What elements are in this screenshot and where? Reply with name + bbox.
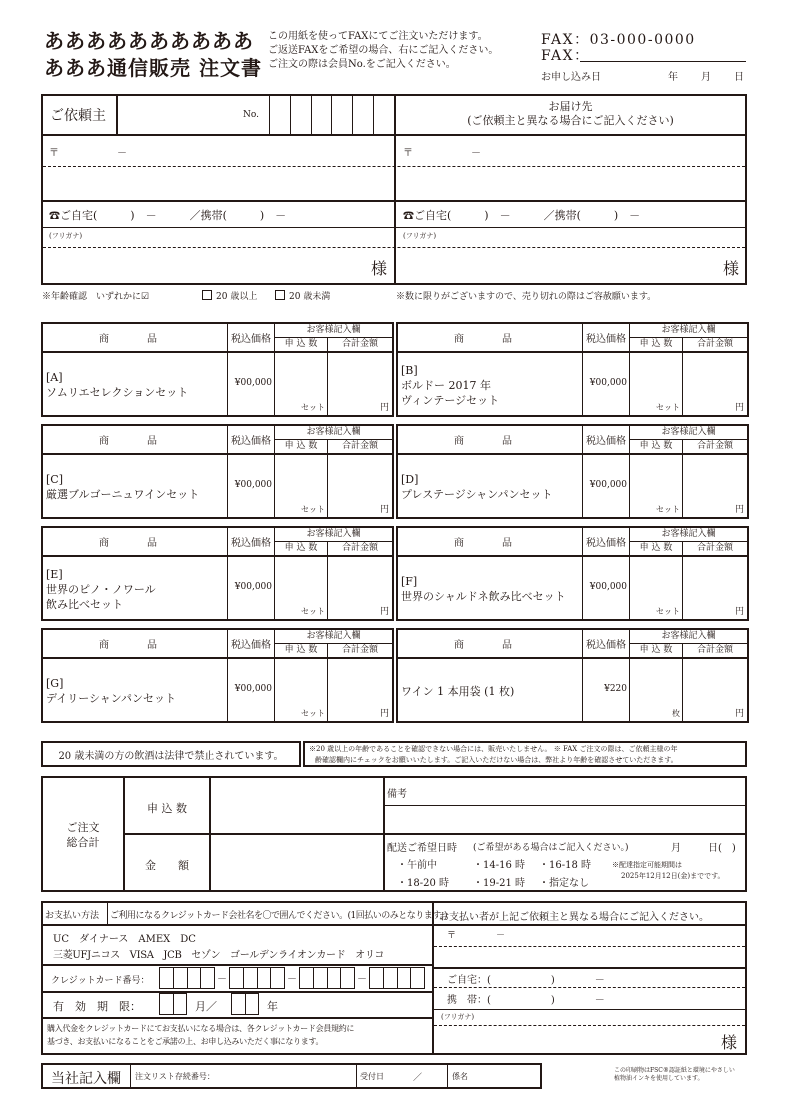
card-number-separator: － bbox=[357, 974, 367, 985]
expiry-year-label: 年 bbox=[267, 1000, 278, 1013]
product-code: [A] bbox=[46, 371, 63, 384]
fsc-note bbox=[614, 1067, 735, 1083]
qty-unit: セット bbox=[301, 403, 325, 412]
total-header: 合計金額 bbox=[696, 441, 733, 451]
total-header: 合計金額 bbox=[341, 543, 378, 553]
yen-unit: 円 bbox=[734, 505, 744, 515]
order-total-label-line1: ご注文 bbox=[66, 821, 100, 834]
qty-unit: セット bbox=[656, 505, 680, 514]
product-name-line2: ヴィンテージセット bbox=[401, 393, 500, 407]
qty-header: 申 込 数 bbox=[639, 339, 673, 349]
form-title-line2: あああ通信販売 注文書 bbox=[44, 56, 262, 80]
yen-unit: 円 bbox=[379, 709, 389, 719]
card-number-group[interactable] bbox=[159, 967, 215, 989]
product-code: [F] bbox=[401, 575, 418, 588]
age-note-line2: 齢確認欄内にチェックをお願いいたします。ご記入いただけない場合は、弊社より年齢を確認させていただきます。 bbox=[315, 756, 678, 764]
instruction-line2: ご返送FAXをご希望の場合、右にご記入ください。 bbox=[268, 45, 499, 56]
card-number-label: クレジットカード番号： bbox=[51, 976, 150, 986]
total-header: 合計金額 bbox=[696, 645, 733, 655]
yen-unit: 円 bbox=[734, 709, 744, 719]
expiry-label: 有 効 期 限： bbox=[53, 1000, 141, 1013]
address-block bbox=[41, 94, 747, 285]
total-header: 合計金額 bbox=[696, 339, 733, 349]
apply-year-label: 年 bbox=[668, 72, 678, 83]
price-header: 税込価格 bbox=[231, 640, 271, 651]
underage-law-notice bbox=[41, 741, 301, 767]
delivery-phone[interactable]: ☎ご自宅( ) － ／携帯( ) － bbox=[403, 209, 641, 222]
product-name-line1: ボルドー 2017 年 bbox=[401, 378, 491, 392]
product-name-line1: デイリーシャンパンセット bbox=[46, 692, 177, 705]
delivery-day-label[interactable]: 日( ) bbox=[708, 843, 736, 854]
product-header: 商 品 bbox=[454, 436, 526, 447]
product-price: ¥00,000 bbox=[234, 378, 272, 388]
customer-entry-header: お客様記入欄 bbox=[306, 427, 361, 437]
qty-header: 申 込 数 bbox=[284, 339, 318, 349]
payer-home-phone[interactable]: ご自宅：( ) － bbox=[447, 975, 605, 986]
fsc-note-line1: この印刷物はFSC®認証紙と環境にやさしい bbox=[614, 1067, 735, 1074]
total-header: 合計金額 bbox=[696, 543, 733, 553]
yen-unit: 円 bbox=[734, 403, 744, 413]
price-header: 税込価格 bbox=[231, 436, 271, 447]
qty-header: 申 込 数 bbox=[284, 543, 318, 553]
fsc-note-line2: 植物油インキを使用しています。 bbox=[614, 1075, 704, 1082]
slot-18-20[interactable]: ・18-20 時 bbox=[397, 878, 450, 889]
product-price: ¥00,000 bbox=[589, 378, 627, 388]
card-terms bbox=[47, 1022, 354, 1048]
product-name-line2: 飲み比べセット bbox=[46, 597, 123, 611]
delivery-period-note2: 2025年12月12日(金)までです。 bbox=[621, 872, 725, 880]
price-header: 税込価格 bbox=[586, 334, 626, 345]
expiry-month-input[interactable] bbox=[159, 993, 187, 1015]
product-name bbox=[46, 560, 226, 618]
age-under-20-checkbox[interactable] bbox=[275, 290, 285, 300]
apply-date-label: お申し込み日 bbox=[541, 72, 601, 83]
requester-header bbox=[43, 96, 394, 134]
slot-19-21[interactable]: ・19-21 時 bbox=[473, 878, 526, 889]
qty-header: 申 込 数 bbox=[284, 645, 318, 655]
product-table bbox=[41, 628, 394, 723]
total-qty-label: 申 込 数 bbox=[147, 802, 187, 815]
customer-entry-header: お客様記入欄 bbox=[661, 529, 716, 539]
slot-none[interactable]: ・指定なし bbox=[539, 878, 589, 889]
product-name bbox=[46, 458, 226, 516]
total-amount-label: 金 額 bbox=[145, 859, 189, 872]
payer-postal-mark: 〒 bbox=[447, 931, 457, 941]
qty-unit: セット bbox=[656, 403, 680, 412]
age-over-20-checkbox[interactable] bbox=[202, 290, 212, 300]
delivery-furigana-label: (フリガナ) bbox=[403, 232, 437, 240]
product-header: 商 品 bbox=[99, 334, 171, 345]
card-number-group[interactable] bbox=[229, 967, 285, 989]
product-code: [C] bbox=[46, 473, 63, 486]
price-header: 税込価格 bbox=[231, 538, 271, 549]
remarks-label: 備考 bbox=[387, 789, 407, 800]
customer-entry-header: お客様記入欄 bbox=[661, 427, 716, 437]
product-name-line1: プレステージシャンパンセット bbox=[401, 488, 553, 501]
product-table bbox=[396, 322, 749, 417]
card-number-separator: － bbox=[217, 974, 227, 985]
product-table bbox=[41, 526, 394, 621]
qty-unit: セット bbox=[301, 709, 325, 718]
product-header: 商 品 bbox=[454, 640, 526, 651]
requester-name-input[interactable] bbox=[43, 248, 373, 283]
requester-address-input[interactable] bbox=[43, 136, 394, 200]
card-number-input[interactable] bbox=[159, 967, 429, 989]
price-header: 税込価格 bbox=[586, 538, 626, 549]
staff-name-label: 係名 bbox=[452, 1072, 468, 1081]
order-summary bbox=[41, 776, 747, 892]
card-number-group[interactable] bbox=[299, 967, 355, 989]
total-amount-input[interactable] bbox=[211, 835, 383, 890]
qty-header: 申 込 数 bbox=[639, 543, 673, 553]
product-table bbox=[41, 424, 394, 519]
card-brands-line2[interactable]: 三菱UFJニコス VISA JCB セゾン ゴールデンライオンカード オリコ bbox=[53, 950, 385, 961]
delivery-title-line1: お届け先 bbox=[548, 100, 593, 113]
qty-header: 申 込 数 bbox=[639, 645, 673, 655]
customer-entry-header: お客様記入欄 bbox=[661, 325, 716, 335]
requester-sama: 様 bbox=[371, 259, 388, 278]
payment-method-header bbox=[43, 903, 448, 924]
card-number-group[interactable] bbox=[369, 967, 425, 989]
delivery-period-note1: ※配達指定可能期間は bbox=[612, 861, 682, 869]
card-number-separator: － bbox=[287, 974, 297, 985]
received-date-slash: ／ bbox=[413, 1073, 423, 1083]
card-brands-line1[interactable]: UC ダイナース AMEX DC bbox=[53, 934, 196, 945]
delivery-sama: 様 bbox=[722, 259, 739, 278]
delivery-name-input[interactable] bbox=[396, 248, 726, 283]
delivery-title bbox=[396, 100, 745, 128]
product-header: 商 品 bbox=[99, 436, 171, 447]
customer-entry-header: お客様記入欄 bbox=[306, 631, 361, 641]
expiry-month-label: 月／ bbox=[195, 1000, 217, 1013]
order-total-label-line2: 総合計 bbox=[66, 836, 100, 849]
product-name-line1: ワイン 1 本用袋 (1 枚) bbox=[401, 684, 515, 698]
customer-entry-header: お客様記入欄 bbox=[306, 529, 361, 539]
price-header: 税込価格 bbox=[586, 436, 626, 447]
member-no-input[interactable] bbox=[269, 96, 394, 134]
apply-day-label: 日 bbox=[734, 72, 744, 83]
yen-unit: 円 bbox=[379, 403, 389, 413]
qty-header: 申 込 数 bbox=[639, 441, 673, 451]
order-list-number-label: 注文リスト存続番号： bbox=[135, 1072, 215, 1081]
delivery-title-line2: (ご依頼主と異なる場合にご記入ください) bbox=[467, 114, 674, 127]
yen-unit: 円 bbox=[379, 607, 389, 617]
product-price: ¥00,000 bbox=[589, 480, 627, 490]
qty-header: 申 込 数 bbox=[284, 441, 318, 451]
qty-unit: セット bbox=[656, 607, 680, 616]
requester-furigana-label: (フリガナ) bbox=[49, 232, 83, 240]
price-header: 税込価格 bbox=[586, 640, 626, 651]
return-fax-label: FAX： bbox=[541, 48, 590, 64]
product-table bbox=[396, 628, 749, 723]
product-name bbox=[401, 560, 581, 618]
total-header: 合計金額 bbox=[341, 645, 378, 655]
total-qty-input[interactable] bbox=[211, 778, 383, 833]
payer-postal-dash: － bbox=[496, 931, 506, 941]
remarks-input[interactable] bbox=[385, 806, 745, 833]
fax-number: FAX：03-000-0000 bbox=[541, 32, 696, 48]
product-code: [G] bbox=[46, 677, 64, 690]
product-price: ¥00,000 bbox=[234, 480, 272, 490]
product-code: [B] bbox=[401, 363, 418, 377]
product-name bbox=[401, 662, 581, 720]
product-name-line1: ソムリエセレクションセット bbox=[46, 386, 189, 399]
office-use-section bbox=[41, 1063, 542, 1089]
slot-16-18[interactable]: ・16-18 時 bbox=[539, 860, 592, 871]
product-price: ¥00,000 bbox=[589, 582, 627, 592]
form-title-line1: ああああああああああ bbox=[44, 29, 254, 53]
delivery-month-label[interactable]: 月 bbox=[671, 843, 681, 854]
yen-unit: 円 bbox=[734, 607, 744, 617]
age-verification-note bbox=[303, 741, 747, 767]
product-code: [D] bbox=[401, 473, 419, 486]
product-name-line1: 世界のピノ・ノワール bbox=[46, 582, 156, 596]
age-under-20-label: 20 歳未満 bbox=[289, 292, 331, 302]
total-header: 合計金額 bbox=[341, 339, 378, 349]
requester-phone[interactable]: ☎ご自宅( ) － ／携帯( ) － bbox=[49, 209, 287, 222]
total-header: 合計金額 bbox=[341, 441, 378, 451]
age-over-20-label: 20 歳以上 bbox=[216, 292, 258, 302]
payer-mobile-phone[interactable]: 携 帯：( ) － bbox=[447, 995, 605, 1006]
payment-method-note: ご利用になるクレジットカード会社名を〇で囲んでください。(1回払いのみとなります。) bbox=[110, 911, 448, 921]
product-name bbox=[401, 458, 581, 516]
underage-law-text: 20 歳未満の方の飲酒は法律で禁止されています。 bbox=[58, 750, 284, 762]
payer-name-input[interactable] bbox=[434, 1026, 714, 1053]
product-name-line1: 厳選ブルゴーニュワインセット bbox=[46, 488, 200, 501]
product-header: 商 品 bbox=[99, 640, 171, 651]
payment-section bbox=[41, 901, 747, 1055]
product-price: ¥00,000 bbox=[234, 582, 272, 592]
received-date-label: 受付日 bbox=[360, 1072, 384, 1081]
delivery-postal-dash: － bbox=[471, 148, 481, 159]
product-header: 商 品 bbox=[99, 538, 171, 549]
card-terms-line2: 基づき、お支払いになることをご承諾の上、お申し込みいただく事になります。 bbox=[47, 1037, 324, 1046]
return-fax-input[interactable] bbox=[580, 61, 746, 62]
yen-unit: 円 bbox=[379, 505, 389, 515]
age-check-label: ※年齢確認 いずれかに☑ bbox=[42, 292, 150, 302]
product-name-line1: 世界のシャルドネ飲み比べセット bbox=[401, 590, 566, 603]
qty-unit: セット bbox=[301, 607, 325, 616]
delivery-time-label: 配送ご希望日時 bbox=[387, 843, 457, 854]
expiry-year-input[interactable] bbox=[231, 993, 259, 1015]
slot-morning[interactable]: ・午前中 bbox=[397, 860, 437, 871]
requester-postal-mark: 〒 bbox=[49, 148, 59, 159]
product-name bbox=[46, 356, 226, 414]
product-price: ¥00,000 bbox=[234, 684, 272, 694]
order-total-label bbox=[43, 820, 123, 850]
payer-sama: 様 bbox=[720, 1033, 737, 1052]
payer-furigana-label: (フリガナ) bbox=[441, 1013, 475, 1021]
product-header: 商 品 bbox=[454, 538, 526, 549]
product-price: ¥220 bbox=[604, 684, 627, 694]
product-code: [E] bbox=[46, 567, 63, 581]
requester-postal-dash: － bbox=[117, 148, 127, 159]
instruction-line3: ご注文の際は会員No.をご記入ください。 bbox=[268, 59, 456, 70]
product-table bbox=[41, 322, 394, 417]
product-header: 商 品 bbox=[454, 334, 526, 345]
apply-month-label: 月 bbox=[701, 72, 711, 83]
payment-method-label: お支払い方法 bbox=[45, 911, 100, 921]
requester-label: ご依頼主 bbox=[50, 108, 106, 124]
payer-title: お支払い者が上記ご依頼主と異なる場合にご記入ください。 bbox=[439, 912, 709, 923]
age-note-line1: ※20 歳以上の年齢であることを確認できない場合には、販売いたしません。 ※ FAX ご注文の際は、ご依頼主様の年 bbox=[309, 745, 678, 753]
card-terms-line1: 購入代金をクレジットカードにてお支払いになる場合は、各クレジットカード会員規約に bbox=[47, 1024, 355, 1033]
product-name bbox=[46, 662, 226, 720]
office-use-label: 当社記入欄 bbox=[51, 1071, 121, 1087]
instruction-line1: この用紙を使ってFAXにてご注文いただけます。 bbox=[268, 31, 488, 42]
customer-entry-header: お客様記入欄 bbox=[661, 631, 716, 641]
slot-14-16[interactable]: ・14-16 時 bbox=[473, 860, 526, 871]
qty-unit: 枚 bbox=[672, 709, 680, 718]
delivery-address-input[interactable] bbox=[396, 136, 745, 200]
product-table bbox=[396, 424, 749, 519]
delivery-time-note: (ご希望がある場合はご記入ください。) bbox=[473, 843, 629, 853]
qty-unit: セット bbox=[301, 505, 325, 514]
customer-entry-header: お客様記入欄 bbox=[306, 325, 361, 335]
member-no-label: No. bbox=[243, 110, 259, 120]
stock-note: ※数に限りがございますので、売り切れの際はご容赦願います。 bbox=[396, 292, 657, 302]
product-table bbox=[396, 526, 749, 621]
product-name bbox=[401, 356, 581, 414]
delivery-postal-mark: 〒 bbox=[403, 148, 413, 159]
price-header: 税込価格 bbox=[231, 334, 271, 345]
